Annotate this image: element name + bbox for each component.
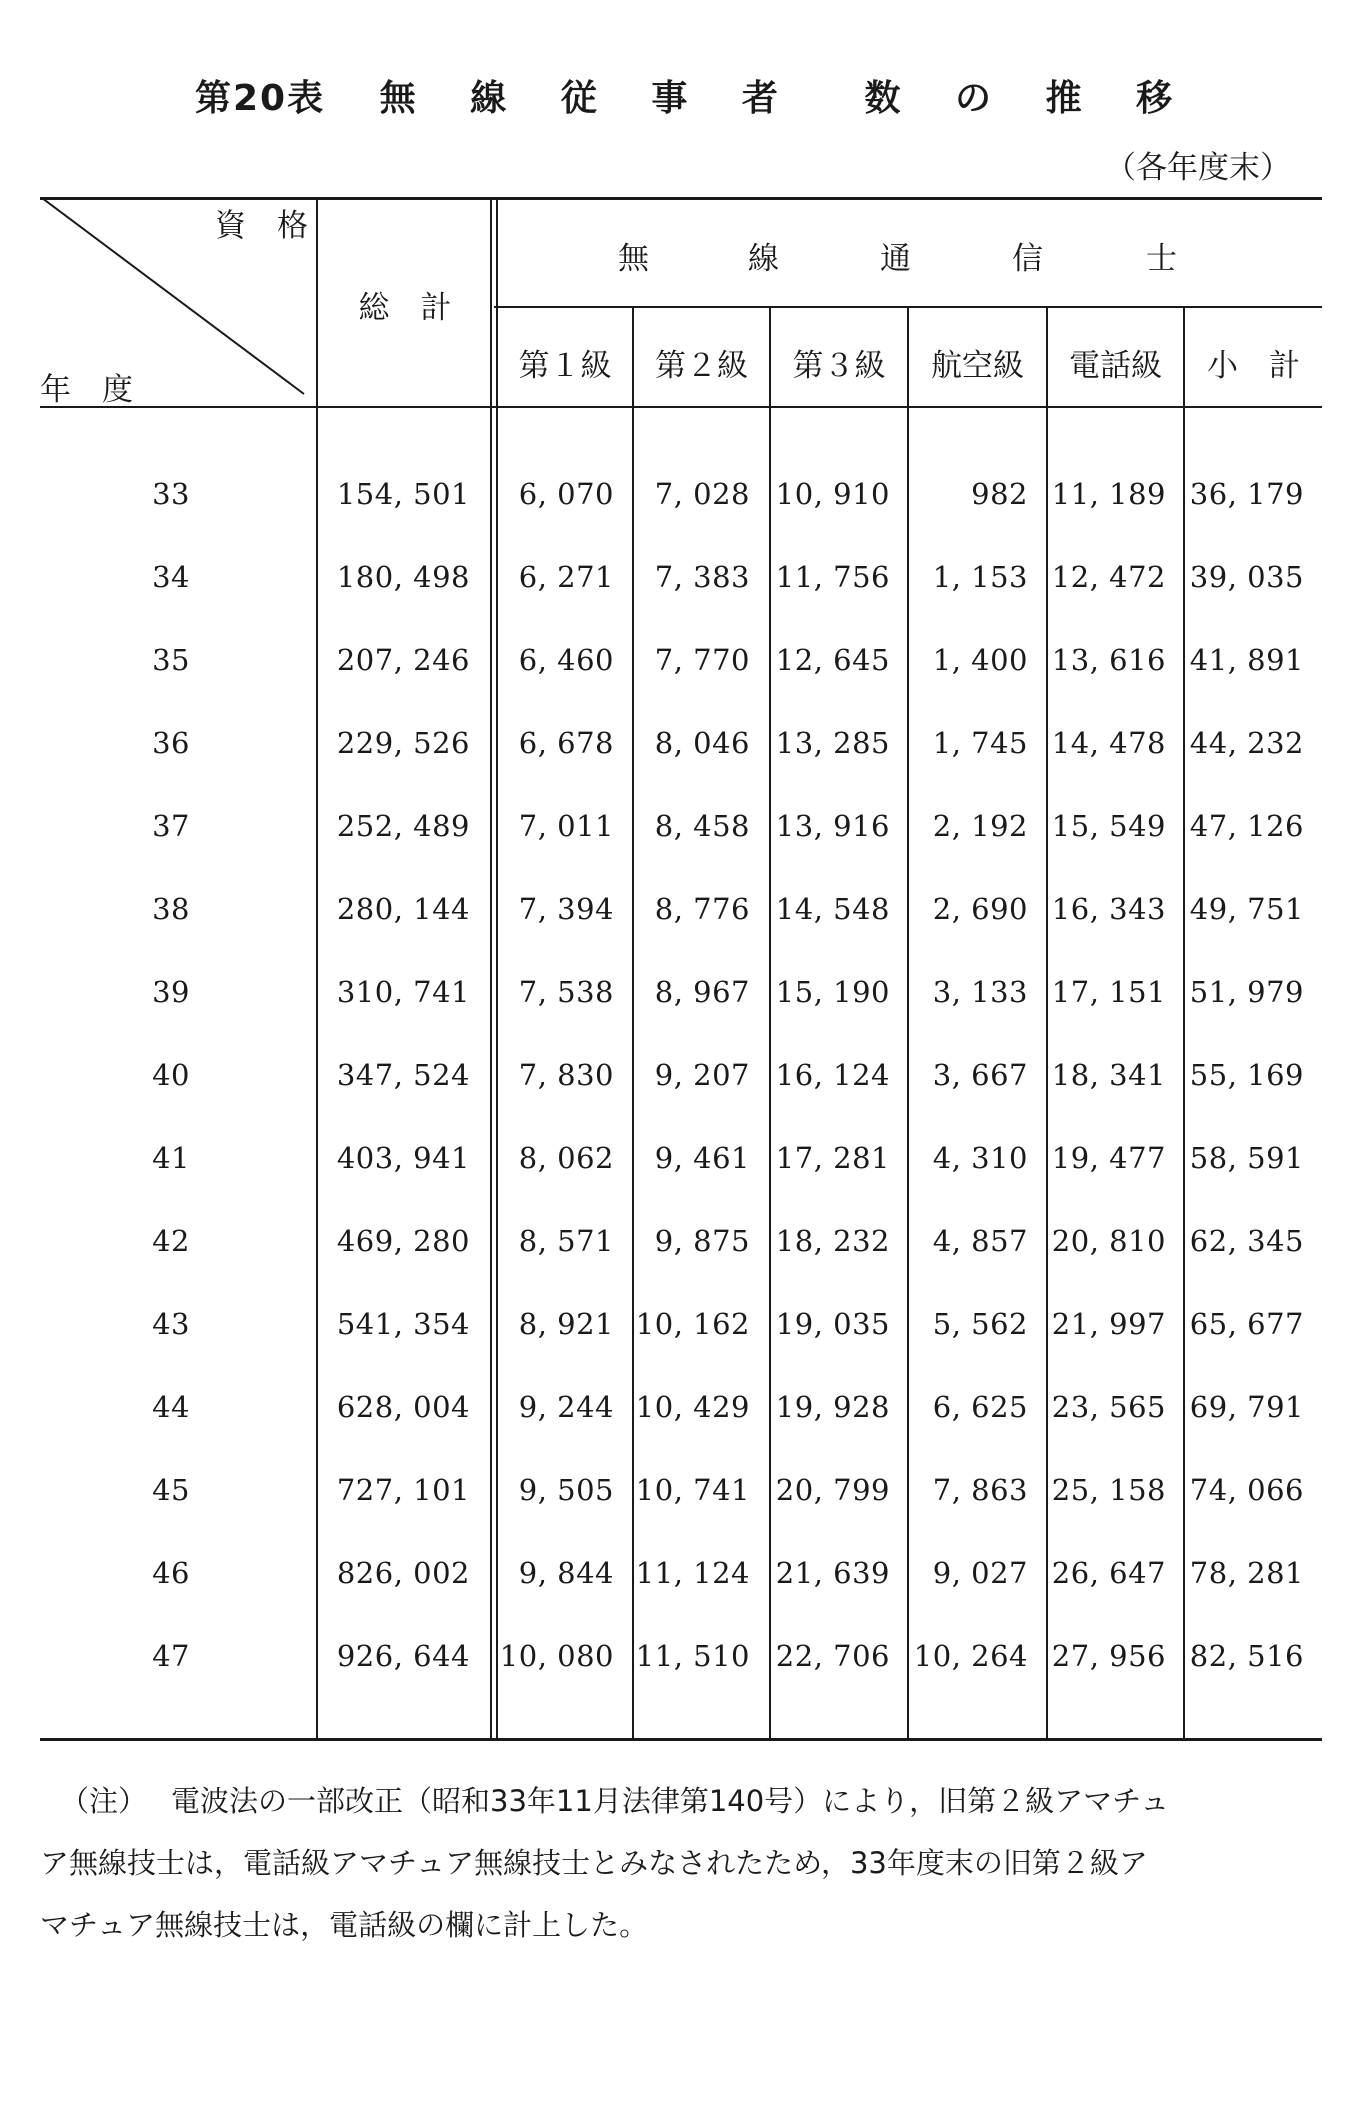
header-col-1st: 第１級 — [518, 348, 612, 384]
cell-1st: 6, 070 — [518, 477, 614, 511]
cell-aviation: 1, 745 — [932, 726, 1028, 760]
cell-1st: 10, 080 — [499, 1639, 614, 1673]
cell-1st: 9, 844 — [518, 1556, 614, 1590]
cell-year: 45 — [152, 1473, 190, 1507]
table-row — [0, 809, 1349, 869]
cell-year: 40 — [152, 1058, 190, 1092]
header-col-3rd: 第３級 — [792, 348, 886, 384]
cell-total: 252, 489 — [336, 809, 470, 843]
cell-telephone: 16, 343 — [1051, 892, 1166, 926]
cell-telephone: 25, 158 — [1051, 1473, 1166, 1507]
cell-telephone: 20, 810 — [1051, 1224, 1166, 1258]
cell-year: 42 — [152, 1224, 190, 1258]
cell-year: 35 — [152, 643, 190, 677]
cell-year: 34 — [152, 560, 190, 594]
title-char: の — [955, 78, 994, 119]
cell-2nd: 8, 046 — [654, 726, 750, 760]
cell-subtotal: 69, 791 — [1189, 1390, 1304, 1424]
cell-aviation: 9, 027 — [932, 1556, 1028, 1590]
cell-subtotal: 55, 169 — [1189, 1058, 1304, 1092]
cell-aviation: 4, 310 — [932, 1141, 1028, 1175]
cell-2nd: 9, 461 — [654, 1141, 750, 1175]
group-char: 通 — [880, 241, 911, 277]
cell-aviation: 10, 264 — [913, 1639, 1028, 1673]
cell-1st: 9, 505 — [518, 1473, 614, 1507]
cell-subtotal: 82, 516 — [1189, 1639, 1304, 1673]
cell-3rd: 19, 928 — [775, 1390, 890, 1424]
table-row — [0, 892, 1349, 952]
cell-subtotal: 36, 179 — [1189, 477, 1304, 511]
cell-total: 154, 501 — [336, 477, 470, 511]
cell-1st: 7, 830 — [518, 1058, 614, 1092]
cell-total: 403, 941 — [336, 1141, 470, 1175]
cell-subtotal: 51, 979 — [1189, 975, 1304, 1009]
cell-aviation: 6, 625 — [932, 1390, 1028, 1424]
title-char: 線 — [470, 78, 509, 119]
group-char: 線 — [748, 241, 779, 277]
table-row — [0, 1390, 1349, 1450]
cell-total: 727, 101 — [336, 1473, 470, 1507]
cell-telephone: 13, 616 — [1051, 643, 1166, 677]
cell-2nd: 8, 967 — [654, 975, 750, 1009]
cell-3rd: 22, 706 — [775, 1639, 890, 1673]
table-title — [195, 70, 1174, 121]
cell-total: 469, 280 — [336, 1224, 470, 1258]
cell-telephone: 12, 472 — [1051, 560, 1166, 594]
cell-subtotal: 41, 891 — [1189, 643, 1304, 677]
footnote-line: 電波法の一部改正（昭和33年11月法律第140号）により，旧第２級アマチュ — [171, 1784, 1170, 1818]
cell-3rd: 16, 124 — [775, 1058, 890, 1092]
cell-year: 37 — [152, 809, 190, 843]
cell-1st: 7, 011 — [518, 809, 614, 843]
title-char: 移 — [1136, 78, 1175, 119]
cell-2nd: 11, 510 — [635, 1639, 750, 1673]
cell-subtotal: 39, 035 — [1189, 560, 1304, 594]
cell-subtotal: 65, 677 — [1189, 1307, 1304, 1341]
table-bottom-rule — [40, 1738, 1322, 1741]
group-char: 無 — [618, 241, 649, 277]
cell-3rd: 11, 756 — [775, 560, 890, 594]
cell-3rd: 15, 190 — [775, 975, 890, 1009]
cell-year: 43 — [152, 1307, 190, 1341]
header-col-subtotal: 小 計 — [1207, 348, 1300, 384]
cell-2nd: 7, 028 — [654, 477, 750, 511]
cell-aviation: 3, 667 — [932, 1058, 1028, 1092]
table-row — [0, 1556, 1349, 1616]
cell-year: 46 — [152, 1556, 190, 1590]
cell-telephone: 21, 997 — [1051, 1307, 1166, 1341]
cell-telephone: 14, 478 — [1051, 726, 1166, 760]
cell-1st: 8, 571 — [518, 1224, 614, 1258]
header-year: 年 度 — [40, 372, 133, 408]
cell-1st: 8, 921 — [518, 1307, 614, 1341]
header-col-telephone: 電話級 — [1069, 348, 1162, 384]
title-char: 事 — [651, 78, 690, 119]
table-row — [0, 1224, 1349, 1284]
cell-total: 826, 002 — [336, 1556, 470, 1590]
cell-2nd: 11, 124 — [635, 1556, 750, 1590]
cell-year: 36 — [152, 726, 190, 760]
cell-year: 33 — [152, 477, 190, 511]
cell-1st: 6, 460 — [518, 643, 614, 677]
table-row — [0, 975, 1349, 1035]
cell-3rd: 17, 281 — [775, 1141, 890, 1175]
footnote-label: （注） — [60, 1784, 148, 1818]
cell-3rd: 20, 799 — [775, 1473, 890, 1507]
cell-aviation: 2, 192 — [932, 809, 1028, 843]
cell-2nd: 10, 429 — [635, 1390, 750, 1424]
cell-aviation: 5, 562 — [932, 1307, 1028, 1341]
header-bottom-rule — [40, 406, 1322, 408]
cell-2nd: 8, 776 — [654, 892, 750, 926]
table-row — [0, 1058, 1349, 1118]
cell-total: 207, 246 — [336, 643, 470, 677]
cell-2nd: 10, 162 — [635, 1307, 750, 1341]
group-char: 信 — [1012, 241, 1043, 277]
cell-telephone: 18, 341 — [1051, 1058, 1166, 1092]
header-qualification: 資 格 — [215, 208, 308, 244]
group-char: 士 — [1146, 241, 1177, 277]
cell-1st: 7, 538 — [518, 975, 614, 1009]
header-col-2nd: 第２級 — [655, 348, 748, 384]
cell-total: 926, 644 — [336, 1639, 470, 1673]
cell-year: 38 — [152, 892, 190, 926]
cell-3rd: 12, 645 — [775, 643, 890, 677]
cell-total: 541, 354 — [336, 1307, 470, 1341]
cell-aviation: 7, 863 — [932, 1473, 1028, 1507]
cell-total: 280, 144 — [336, 892, 470, 926]
table-row — [0, 477, 1349, 537]
cell-1st: 9, 244 — [518, 1390, 614, 1424]
cell-subtotal: 74, 066 — [1189, 1473, 1304, 1507]
cell-total: 347, 524 — [336, 1058, 470, 1092]
cell-aviation: 1, 153 — [932, 560, 1028, 594]
table-row — [0, 560, 1349, 620]
cell-3rd: 13, 285 — [775, 726, 890, 760]
cell-2nd: 10, 741 — [635, 1473, 750, 1507]
cell-subtotal: 47, 126 — [1189, 809, 1304, 843]
cell-telephone: 26, 647 — [1051, 1556, 1166, 1590]
cell-3rd: 19, 035 — [775, 1307, 890, 1341]
table-row — [0, 643, 1349, 703]
cell-telephone: 11, 189 — [1051, 477, 1166, 511]
cell-2nd: 7, 770 — [654, 643, 750, 677]
cell-2nd: 8, 458 — [654, 809, 750, 843]
cell-year: 41 — [152, 1141, 190, 1175]
title-char: 推 — [1045, 78, 1084, 119]
cell-telephone: 27, 956 — [1051, 1639, 1166, 1673]
cell-total: 180, 498 — [336, 560, 470, 594]
cell-1st: 6, 678 — [518, 726, 614, 760]
title-char: 無 — [379, 78, 418, 119]
table-row — [0, 1307, 1349, 1367]
table-row — [0, 726, 1349, 786]
cell-telephone: 17, 151 — [1051, 975, 1166, 1009]
title-prefix: 第20表 — [195, 78, 326, 119]
cell-year: 47 — [152, 1639, 190, 1673]
cell-aviation: 982 — [971, 477, 1028, 511]
cell-2nd: 9, 207 — [654, 1058, 750, 1092]
cell-telephone: 23, 565 — [1051, 1390, 1166, 1424]
cell-3rd: 14, 548 — [775, 892, 890, 926]
cell-1st: 6, 271 — [518, 560, 614, 594]
cell-aviation: 1, 400 — [932, 643, 1028, 677]
cell-telephone: 15, 549 — [1051, 809, 1166, 843]
cell-total: 229, 526 — [336, 726, 470, 760]
cell-2nd: 9, 875 — [654, 1224, 750, 1258]
footnote — [40, 1770, 1310, 1956]
cell-aviation: 3, 133 — [932, 975, 1028, 1009]
header-col-aviation: 航空級 — [931, 348, 1024, 384]
header-total: 総 計 — [358, 290, 452, 326]
cell-1st: 8, 062 — [518, 1141, 614, 1175]
cell-subtotal: 58, 591 — [1189, 1141, 1304, 1175]
cell-telephone: 19, 477 — [1051, 1141, 1166, 1175]
cell-aviation: 2, 690 — [932, 892, 1028, 926]
cell-aviation: 4, 857 — [932, 1224, 1028, 1258]
cell-3rd: 21, 639 — [775, 1556, 890, 1590]
title-char: 者 — [741, 78, 780, 119]
footnote-line: マチュア無線技士は，電話級の欄に計上した。 — [40, 1908, 649, 1942]
title-char: 従 — [560, 78, 599, 119]
cell-subtotal: 62, 345 — [1189, 1224, 1304, 1258]
cell-subtotal: 44, 232 — [1189, 726, 1304, 760]
cell-total: 310, 741 — [336, 975, 470, 1009]
cell-subtotal: 49, 751 — [1189, 892, 1304, 926]
cell-3rd: 10, 910 — [775, 477, 890, 511]
cell-year: 39 — [152, 975, 190, 1009]
table-row — [0, 1639, 1349, 1699]
cell-year: 44 — [152, 1390, 190, 1424]
cell-3rd: 13, 916 — [775, 809, 890, 843]
title-char: 数 — [864, 78, 903, 119]
unit-note: （各年度末） — [1105, 150, 1291, 186]
cell-3rd: 18, 232 — [775, 1224, 890, 1258]
cell-subtotal: 78, 281 — [1189, 1556, 1304, 1590]
cell-1st: 7, 394 — [518, 892, 614, 926]
table-row — [0, 1473, 1349, 1533]
table-row — [0, 1141, 1349, 1201]
cell-total: 628, 004 — [336, 1390, 470, 1424]
footnote-line: ア無線技士は，電話級アマチュア無線技士とみなされたため，33年度末の旧第２級ア — [40, 1846, 1148, 1880]
cell-2nd: 7, 383 — [654, 560, 750, 594]
